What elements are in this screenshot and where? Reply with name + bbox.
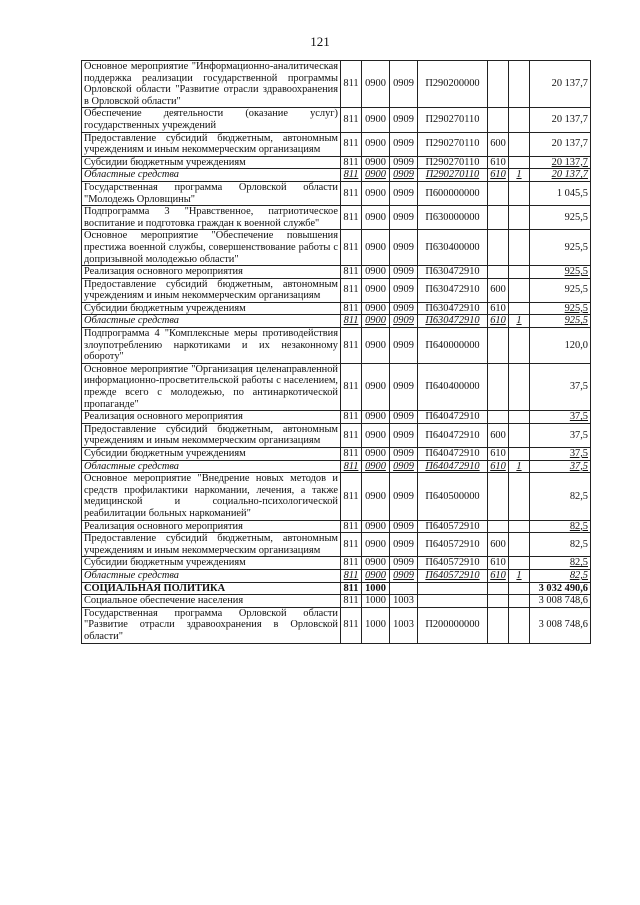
row-description: Реализация основного мероприятия (82, 520, 341, 533)
section-code: 0900 (362, 266, 390, 279)
amount: 37,5 (530, 460, 591, 473)
amount: 20 137,7 (530, 108, 591, 132)
amount: 3 008 748,6 (530, 607, 591, 643)
subsection-code: 0909 (390, 206, 418, 230)
section-code: 1000 (362, 582, 390, 595)
subsection-code: 0909 (390, 315, 418, 328)
subsection-code: 0909 (390, 411, 418, 424)
department-code: 811 (341, 520, 362, 533)
subsection-code: 0909 (390, 61, 418, 108)
department-code: 811 (341, 473, 362, 520)
table-row (82, 411, 591, 424)
funding-source-code (509, 607, 530, 643)
table-row (82, 315, 591, 328)
funding-source-code (509, 230, 530, 266)
funding-source-code (509, 278, 530, 302)
table-row (82, 423, 591, 447)
section-code: 0900 (362, 206, 390, 230)
funding-source-code (509, 181, 530, 205)
department-code: 811 (341, 363, 362, 410)
row-description: Основное мероприятие "Организация целенаправленной информационно-просветительской работы с населением, прежде всего с молодежью, по антинаркотической пропаганде" (82, 363, 341, 410)
expense-type-code: 600 (488, 278, 509, 302)
table-row (82, 169, 591, 182)
section-code: 0900 (362, 569, 390, 582)
amount: 925,5 (530, 302, 591, 315)
amount: 925,5 (530, 266, 591, 279)
department-code: 811 (341, 266, 362, 279)
subsection-code: 0909 (390, 302, 418, 315)
department-code: 811 (341, 582, 362, 595)
funding-source-code (509, 132, 530, 156)
subsection-code: 0909 (390, 363, 418, 410)
row-description: Государственная программа Орловской области "Развитие отрасли здравоохранения в Орловской области" (82, 607, 341, 643)
row-description: Основное мероприятие "Внедрение новых методов и средств профилактики наркомании, лечения, а также медицинской и социально-психологической реабилитации больных наркоманией" (82, 473, 341, 520)
amount: 3 008 748,6 (530, 595, 591, 608)
row-description: Областные средства (82, 315, 341, 328)
amount: 82,5 (530, 569, 591, 582)
section-code: 0900 (362, 278, 390, 302)
funding-source-code (509, 533, 530, 557)
target-article-code: П640500000 (418, 473, 488, 520)
target-article-code: П640572910 (418, 533, 488, 557)
subsection-code: 0909 (390, 132, 418, 156)
target-article-code: П630472910 (418, 315, 488, 328)
table-row (82, 607, 591, 643)
subsection-code: 0909 (390, 460, 418, 473)
target-article-code: П290270110 (418, 132, 488, 156)
department-code: 811 (341, 557, 362, 570)
funding-source-code (509, 156, 530, 169)
target-article-code: П640472910 (418, 460, 488, 473)
table-row (82, 266, 591, 279)
funding-source-code (509, 423, 530, 447)
funding-source-code: 1 (509, 460, 530, 473)
row-description: СОЦИАЛЬНАЯ ПОЛИТИКА (82, 582, 341, 595)
subsection-code: 0909 (390, 169, 418, 182)
amount: 925,5 (530, 278, 591, 302)
expense-type-code (488, 520, 509, 533)
expense-type-code (488, 61, 509, 108)
section-code: 1000 (362, 607, 390, 643)
row-description: Реализация основного мероприятия (82, 266, 341, 279)
subsection-code: 0909 (390, 423, 418, 447)
target-article-code: П640472910 (418, 411, 488, 424)
expense-type-code (488, 411, 509, 424)
expense-type-code (488, 595, 509, 608)
section-code: 0900 (362, 61, 390, 108)
target-article-code: П640572910 (418, 557, 488, 570)
section-code: 0900 (362, 328, 390, 364)
amount: 925,5 (530, 206, 591, 230)
department-code: 811 (341, 156, 362, 169)
funding-source-code (509, 363, 530, 410)
target-article-code: П290270110 (418, 169, 488, 182)
target-article-code: П630472910 (418, 266, 488, 279)
section-code: 0900 (362, 230, 390, 266)
row-description: Предоставление субсидий бюджетным, автономным учреждениям и иным некоммерческим организациям (82, 533, 341, 557)
target-article-code (418, 595, 488, 608)
target-article-code: П640400000 (418, 363, 488, 410)
funding-source-code (509, 557, 530, 570)
amount: 37,5 (530, 448, 591, 461)
table-row (82, 278, 591, 302)
section-code: 0900 (362, 557, 390, 570)
expense-type-code: 600 (488, 132, 509, 156)
department-code: 811 (341, 315, 362, 328)
subsection-code: 0909 (390, 533, 418, 557)
row-description: Предоставление субсидий бюджетным, автономным учреждениям и иным некоммерческим организациям (82, 423, 341, 447)
section-code: 0900 (362, 156, 390, 169)
table-row (82, 582, 591, 595)
section-code: 0900 (362, 108, 390, 132)
expense-type-code (488, 363, 509, 410)
department-code: 811 (341, 569, 362, 582)
section-code: 0900 (362, 181, 390, 205)
table-row (82, 206, 591, 230)
table-row (82, 302, 591, 315)
expense-type-code: 610 (488, 448, 509, 461)
section-code: 0900 (362, 533, 390, 557)
department-code: 811 (341, 169, 362, 182)
expense-type-code (488, 582, 509, 595)
row-description: Предоставление субсидий бюджетным, автономным учреждениям и иным некоммерческим организациям (82, 278, 341, 302)
subsection-code: 0909 (390, 520, 418, 533)
row-description: Государственная программа Орловской области "Молодежь Орловщины" (82, 181, 341, 205)
section-code: 0900 (362, 460, 390, 473)
target-article-code: П290270110 (418, 156, 488, 169)
target-article-code (418, 582, 488, 595)
section-code: 0900 (362, 473, 390, 520)
funding-source-code (509, 328, 530, 364)
funding-source-code (509, 448, 530, 461)
row-description: Предоставление субсидий бюджетным, автономным учреждениям и иным некоммерческим организациям (82, 132, 341, 156)
amount: 82,5 (530, 557, 591, 570)
target-article-code: П600000000 (418, 181, 488, 205)
section-code: 1000 (362, 595, 390, 608)
expense-type-code: 610 (488, 156, 509, 169)
row-description: Реализация основного мероприятия (82, 411, 341, 424)
table-row (82, 132, 591, 156)
subsection-code: 0909 (390, 557, 418, 570)
subsection-code: 0909 (390, 569, 418, 582)
section-code: 0900 (362, 423, 390, 447)
expense-type-code: 610 (488, 557, 509, 570)
table-row (82, 108, 591, 132)
section-code: 0900 (362, 520, 390, 533)
expense-type-code: 610 (488, 460, 509, 473)
row-description: Обеспечение деятельности (оказание услуг) государственных учреждений (82, 108, 341, 132)
subsection-code: 0909 (390, 108, 418, 132)
subsection-code (390, 582, 418, 595)
department-code: 811 (341, 328, 362, 364)
funding-source-code (509, 302, 530, 315)
funding-source-code (509, 206, 530, 230)
expense-type-code (488, 181, 509, 205)
department-code: 811 (341, 108, 362, 132)
table-row (82, 557, 591, 570)
target-article-code: П640472910 (418, 423, 488, 447)
amount: 20 137,7 (530, 132, 591, 156)
target-article-code: П630000000 (418, 206, 488, 230)
row-description: Субсидии бюджетным учреждениям (82, 557, 341, 570)
table-row (82, 460, 591, 473)
department-code: 811 (341, 132, 362, 156)
target-article-code: П630472910 (418, 278, 488, 302)
funding-source-code (509, 61, 530, 108)
subsection-code: 0909 (390, 448, 418, 461)
expense-type-code (488, 473, 509, 520)
subsection-code: 0909 (390, 181, 418, 205)
subsection-code: 0909 (390, 473, 418, 520)
funding-source-code (509, 411, 530, 424)
department-code: 811 (341, 448, 362, 461)
expense-type-code (488, 328, 509, 364)
row-description: Подпрограмма 4 "Комплексные меры противодействия злоупотреблению наркотиками и их незаконному обороту" (82, 328, 341, 364)
target-article-code: П290270110 (418, 108, 488, 132)
table-row (82, 61, 591, 108)
table-row (82, 569, 591, 582)
section-code: 0900 (362, 411, 390, 424)
row-description: Субсидии бюджетным учреждениям (82, 156, 341, 169)
table-row (82, 595, 591, 608)
expense-type-code: 600 (488, 423, 509, 447)
table-row (82, 448, 591, 461)
expense-type-code: 610 (488, 302, 509, 315)
expense-type-code: 610 (488, 569, 509, 582)
section-code: 0900 (362, 169, 390, 182)
amount: 20 137,7 (530, 156, 591, 169)
section-code: 0900 (362, 315, 390, 328)
subsection-code: 1003 (390, 607, 418, 643)
amount: 37,5 (530, 411, 591, 424)
row-description: Основное мероприятие "Информационно-аналитическая поддержка реализации государственной программы Орловской области "Развитие отрасли здравоохранения в Орловской области" (82, 61, 341, 108)
funding-source-code: 1 (509, 569, 530, 582)
table-row (82, 473, 591, 520)
table-row (82, 328, 591, 364)
department-code: 811 (341, 302, 362, 315)
amount: 925,5 (530, 315, 591, 328)
expense-type-code: 610 (488, 315, 509, 328)
subsection-code: 0909 (390, 230, 418, 266)
row-description: Субсидии бюджетным учреждениям (82, 448, 341, 461)
amount: 37,5 (530, 363, 591, 410)
expense-type-code: 600 (488, 533, 509, 557)
funding-source-code (509, 473, 530, 520)
funding-source-code (509, 595, 530, 608)
budget-table (81, 60, 591, 644)
funding-source-code (509, 520, 530, 533)
target-article-code: П640572910 (418, 569, 488, 582)
department-code: 811 (341, 460, 362, 473)
expense-type-code (488, 206, 509, 230)
row-description: Основное мероприятие "Обеспечение повышения престижа военной службы, совершенствование работы с допризывной молодежью области" (82, 230, 341, 266)
department-code: 811 (341, 595, 362, 608)
subsection-code: 0909 (390, 156, 418, 169)
budget-table-body (82, 61, 591, 644)
row-description: Областные средства (82, 169, 341, 182)
target-article-code: П290200000 (418, 61, 488, 108)
amount: 120,0 (530, 328, 591, 364)
amount: 82,5 (530, 520, 591, 533)
target-article-code: П200000000 (418, 607, 488, 643)
department-code: 811 (341, 206, 362, 230)
table-row (82, 533, 591, 557)
page-number: 121 (310, 34, 330, 49)
department-code: 811 (341, 181, 362, 205)
row-description: Областные средства (82, 460, 341, 473)
target-article-code: П640572910 (418, 520, 488, 533)
department-code: 811 (341, 278, 362, 302)
department-code: 811 (341, 61, 362, 108)
subsection-code: 0909 (390, 266, 418, 279)
amount: 925,5 (530, 230, 591, 266)
funding-source-code: 1 (509, 315, 530, 328)
subsection-code: 0909 (390, 278, 418, 302)
department-code: 811 (341, 533, 362, 557)
amount: 20 137,7 (530, 61, 591, 108)
target-article-code: П640000000 (418, 328, 488, 364)
section-code: 0900 (362, 448, 390, 461)
row-description: Субсидии бюджетным учреждениям (82, 302, 341, 315)
department-code: 811 (341, 230, 362, 266)
expense-type-code (488, 230, 509, 266)
row-description: Областные средства (82, 569, 341, 582)
target-article-code: П630400000 (418, 230, 488, 266)
section-code: 0900 (362, 132, 390, 156)
amount: 82,5 (530, 473, 591, 520)
row-description: Социальное обеспечение населения (82, 595, 341, 608)
funding-source-code: 1 (509, 169, 530, 182)
expense-type-code: 610 (488, 169, 509, 182)
section-code: 0900 (362, 302, 390, 315)
table-row (82, 156, 591, 169)
expense-type-code (488, 607, 509, 643)
table-row (82, 230, 591, 266)
table-row (82, 363, 591, 410)
funding-source-code (509, 582, 530, 595)
funding-source-code (509, 108, 530, 132)
row-description: Подпрограмма 3 "Нравственное, патриотическое воспитание и подготовка граждан к военной службе" (82, 206, 341, 230)
department-code: 811 (341, 423, 362, 447)
expense-type-code (488, 266, 509, 279)
amount: 37,5 (530, 423, 591, 447)
expense-type-code (488, 108, 509, 132)
subsection-code: 0909 (390, 328, 418, 364)
amount: 1 045,5 (530, 181, 591, 205)
department-code: 811 (341, 411, 362, 424)
target-article-code: П630472910 (418, 302, 488, 315)
table-row (82, 181, 591, 205)
section-code: 0900 (362, 363, 390, 410)
department-code: 811 (341, 607, 362, 643)
amount: 3 032 490,6 (530, 582, 591, 595)
amount: 82,5 (530, 533, 591, 557)
table-row (82, 520, 591, 533)
subsection-code: 1003 (390, 595, 418, 608)
funding-source-code (509, 266, 530, 279)
target-article-code: П640472910 (418, 448, 488, 461)
amount: 20 137,7 (530, 169, 591, 182)
